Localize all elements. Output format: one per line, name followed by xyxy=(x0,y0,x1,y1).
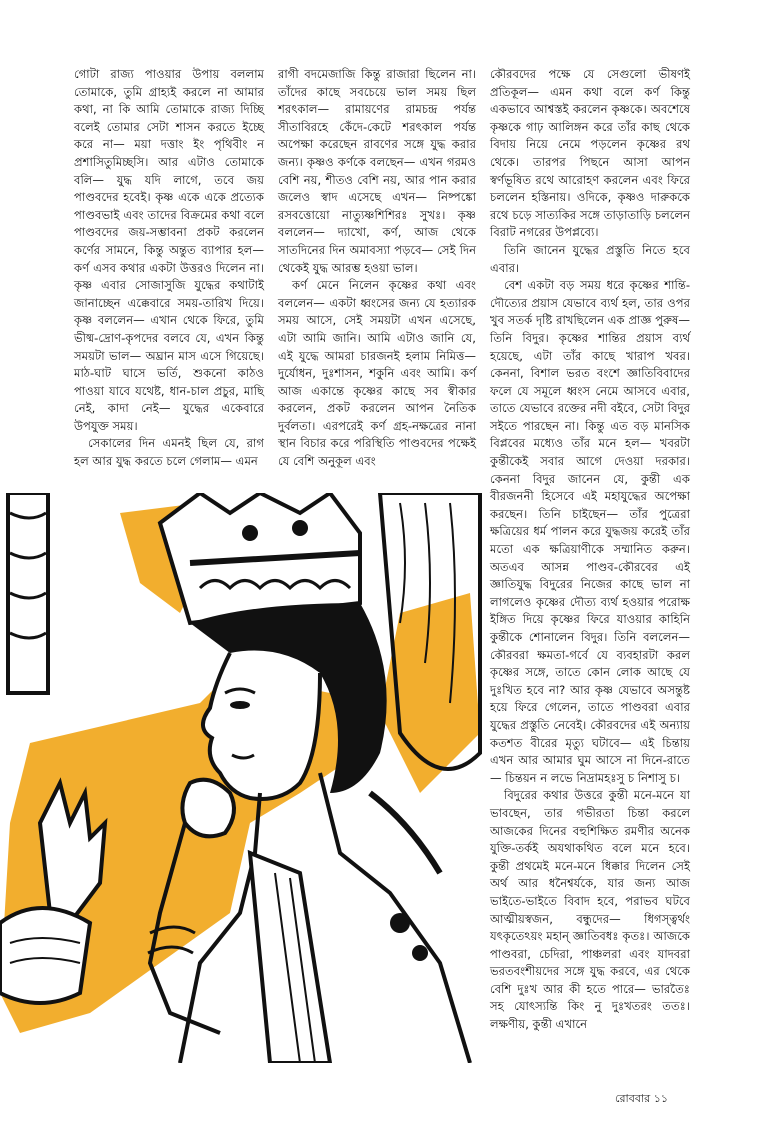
text-column-3 xyxy=(490,66,690,1034)
paragraph: গোটা রাজ্য পাওয়ার উপায় বললাম তোমাকে, তুমি গ্রাহ্যই করলে না আমার কথা, না কি আমি তোমাকে রাজ্য দিচ্ছি বলেই তোমার সেটা শাসন করতে ইচ্ছে করে না— ময়া দত্তাং ইং পৃথিবীং ন প্রশাসিতুমিচ্ছসি। আর এটাও তোমাকে বলি— যুদ্ধ যদি লাগে, তবে জয় পাণ্ডবদের হবেই। কৃষ্ণ একে একে প্রত্যেক পাণ্ডবভাই এবং তাদের বিক্রমের কথা বলে পাণ্ডবদের জয়-সম্ভাবনা প্রকট করলেন কর্ণের সামনে, কিন্তু অন্তুত ব্যাপার হল— কর্ণ এসব কথার একটা উত্তরও দিলেন না। কৃষ্ণ এবার সোজাসুজি যুদ্ধের কথাটাই জানাচ্ছেন এক্কেবারে সময়-তারিখ দিয়ে। কৃষ্ণ বললেন— এখান থেকে ফিরে, তুমি ভীষ্ম-দ্রোণ-কৃপদের বলবে যে, এখন কিন্তু সময়টা ভাল— অঘ্রান মাস এসে গিয়েছে। মাঠ-ঘাট ঘাসে ভর্তি, শুকনো কাঠও পাওয়া যাবে যথেষ্ট, ধান-চাল প্রচুর, মাছি নেই, কাদা নেই— যুদ্ধের একেবারে উপযুক্ত সময়। xyxy=(74,67,264,433)
paragraph: কৌরবদের পক্ষে যে সেগুলো ভীষণই প্রতিকূল— এমন কথা বলে কর্ণ কিন্তু একভাবে আশ্বস্তই করলেন কৃষ্ণকে। অবশেষে কৃষ্ণকে গাঢ় আলিঙ্গন করে তাঁর কাছ থেকে বিদায় নিয়ে নেমে পড়লেন কৃষ্ণের রথ থেকে। তারপর পিছনে আসা আপন স্বর্ণভূষিত রথে আরোহণ করলেন এবং ফিরে চললেন হস্তিনায়। ওদিকে, কৃষ্ণও দারুককে রথে চড়ে সাত্যকির সঙ্গে তাড়াতাড়ি চললেন বিরাট নগরের উপপ্লব্যে। xyxy=(490,67,690,240)
page-number: ১১ xyxy=(653,1092,668,1105)
paragraph: বিদুরের কথার উত্তরে কুন্তী মনে-মনে যা ভাবছেন, তার গভীরতা চিন্তা করলে আজকের দিনের বহুশিক্ষিত রমণীর অনেক যুক্তি-তর্কই অযথাকথিত বলে মনে হবে। কুন্তী প্রথমেই মনে-মনে ধিক্কার দিলেন সেই অর্থ আর ধনৈশ্বর্যকে, যার জন্য আজ ভাইতে-ভাইতে বিবাদ হবে, পরাভব ঘটবে আত্মীয়স্বজন, বন্ধুদের— ধিগস্ত্বর্থং যৎকৃতেঽয়ং মহান্ জ্ঞাতিবধঃ কৃতঃ। আজকে পাণ্ডবরা, চেদিরা, পাঞ্চলরা এবং যাদবরা ভরতবংশীয়দের সঙ্গে যুদ্ধ করবে, এর থেকে বেশি দুঃখ আর কী হতে পারে— ভারতৈঃ সহ যোৎস্যন্তি কিং নু দুঃখতরং ততঃ। লক্ষণীয়, কুন্তী এখানে xyxy=(490,788,690,1032)
paragraph: তিনি জানেন যুদ্ধের প্রস্তুতি নিতে হবে এবার। xyxy=(490,242,690,275)
illustration-krishna xyxy=(0,493,487,1063)
paragraph: কর্ণ মেনে নিলেন কৃষ্ণের কথা এবং বললেন— একটা ধ্বংসের জন্য যে হত্যারক সময় আসে, সেই সময়টা এখন এসেছে, এটা আমি জানি। আমি এটাও জানি যে, এই যুদ্ধে আমরা চারজনই হলাম নিমিত্ত— দুর্যোধন, দুঃশাসন, শকুনি এবং আমি। কর্ণ আজ একান্তে কৃষ্ণের কাছে সব স্বীকার করলেন, প্রকট করলেন আপন নৈতিক দুর্বলতা। এরপরেই কর্ণ গ্রহ-নক্ষত্রের নানা স্থান বিচার করে পরিস্থিতি পাণ্ডবদের পক্ষেই যে বেশি অনুকূল এবং xyxy=(278,278,476,469)
paragraph: সেকালের দিন এমনই ছিল যে, রাগ হল আর যুদ্ধ করতে চলে গেলাম— এমন xyxy=(74,436,264,469)
paragraph: রাগী বদমেজাজি কিন্তু রাজারা ছিলেন না। তাঁদের কাছে সবচেয়ে ভাল সময় ছিল শরৎকাল— রামায়ণের রামচন্দ্র পর্যন্ত সীতাবিরহে কেঁদে-কেটে শরৎকাল পর্যন্ত অপেক্ষা করেছেন রাবণের সঙ্গে যুদ্ধ করার জন্য। কৃষ্ণও কর্ণকে বলছেন— এখন গরমও বেশি নয়, শীতও বেশি নয়, আর পান করার জলেও স্বাদ এসেছে এখন— নিষ্পঙ্কো রসবত্তোয়ো নাত্যুষ্ণশিশিরঃ সুখঃ। কৃষ্ণ বললেন— দ্যাখো, কর্ণ, আজ থেকে সাতদিনের দিন অমাবস্যা পড়বে— সেই দিন থেকেই যুদ্ধ আরম্ভ হওয়া ভাল। xyxy=(278,67,476,275)
page-footer xyxy=(615,1090,668,1109)
text-column-1 xyxy=(74,66,264,471)
magazine-name: রোববার xyxy=(615,1092,651,1105)
paragraph: বেশ একটা বড় সময় ধরে কৃষ্ণের শান্তি-দৌত্যের প্রয়াস যেভাবে ব্যর্থ হল, তার ওপর খুব সতর্ক দৃষ্টি রাখছিলেন এক প্রাজ্ঞ পুরুষ— তিনি বিদুর। কৃষ্ণের শান্তির প্রয়াস ব্যর্থ হয়েছে, এটা তাঁর কাছে খারাপ খবর। কেননা, বিশাল ভরত বংশে জ্ঞাতিবিবাদের ফলে যে সমূলে ধ্বংস নেমে আসবে এবার, তাতে যেভাবে রক্তের নদী বইবে, সেটা বিদুর সইতে পারছেন না। কিন্তু এত বড় মানসিক বিপ্লবের মধ্যেও তাঁর মনে হল— খবরটা কুন্তীকেই সবার আগে দেওয়া দরকার। কেননা বিদুর জানেন যে, কুন্তী এক বীরজননী হিসেবে এই মহাযুদ্ধের অপেক্ষা করছেন। তিনি চাইছেন— তাঁর পুত্রেরা ক্ষত্রিয়ের ধর্ম পালন করে যুদ্ধজয় করেই তাঁর মতো এক ক্ষত্রিয়াণীকে সম্মানিত করুন। অতএব আসন্ন পাণ্ডব-কৌরবের এই জ্ঞাতিযুদ্ধ বিদুরের নিজের কাছে ভাল না লাগলেও কৃষ্ণের দৌত্য ব্যর্থ হওয়ার পরোক্ষ ইঙ্গিত দিয়ে কৃষ্ণের ফিরে যাওয়ার কাহিনি কুন্তীকে শোনালেন বিদুর। তিনি বললেন— কৌরবরা ক্ষমতা-গর্বে যে ব্যবহারটা করল কৃষ্ণের সঙ্গে, তাতে কোন লোক আছে যে দুঃখিত হবে না? আর কৃষ্ণ যেভাবে অসন্তুষ্ট হয়ে ফিরে গেলেন, তাতে পাণ্ডবরা এবার যুদ্ধের প্রস্তুতি নেবেই। কৌরবদের এই অন্যায় কতশত বীরের মৃত্যু ঘটাবে— এই চিন্তায় এখন আর আমার ঘুম আসে না দিনে-রাতে— চিন্তয়ন ন লভে নিদ্রামহঃসু চ নিশাসু চ। xyxy=(490,278,690,785)
hand xyxy=(182,780,234,837)
text-column-2 xyxy=(278,66,476,471)
face xyxy=(203,653,320,799)
